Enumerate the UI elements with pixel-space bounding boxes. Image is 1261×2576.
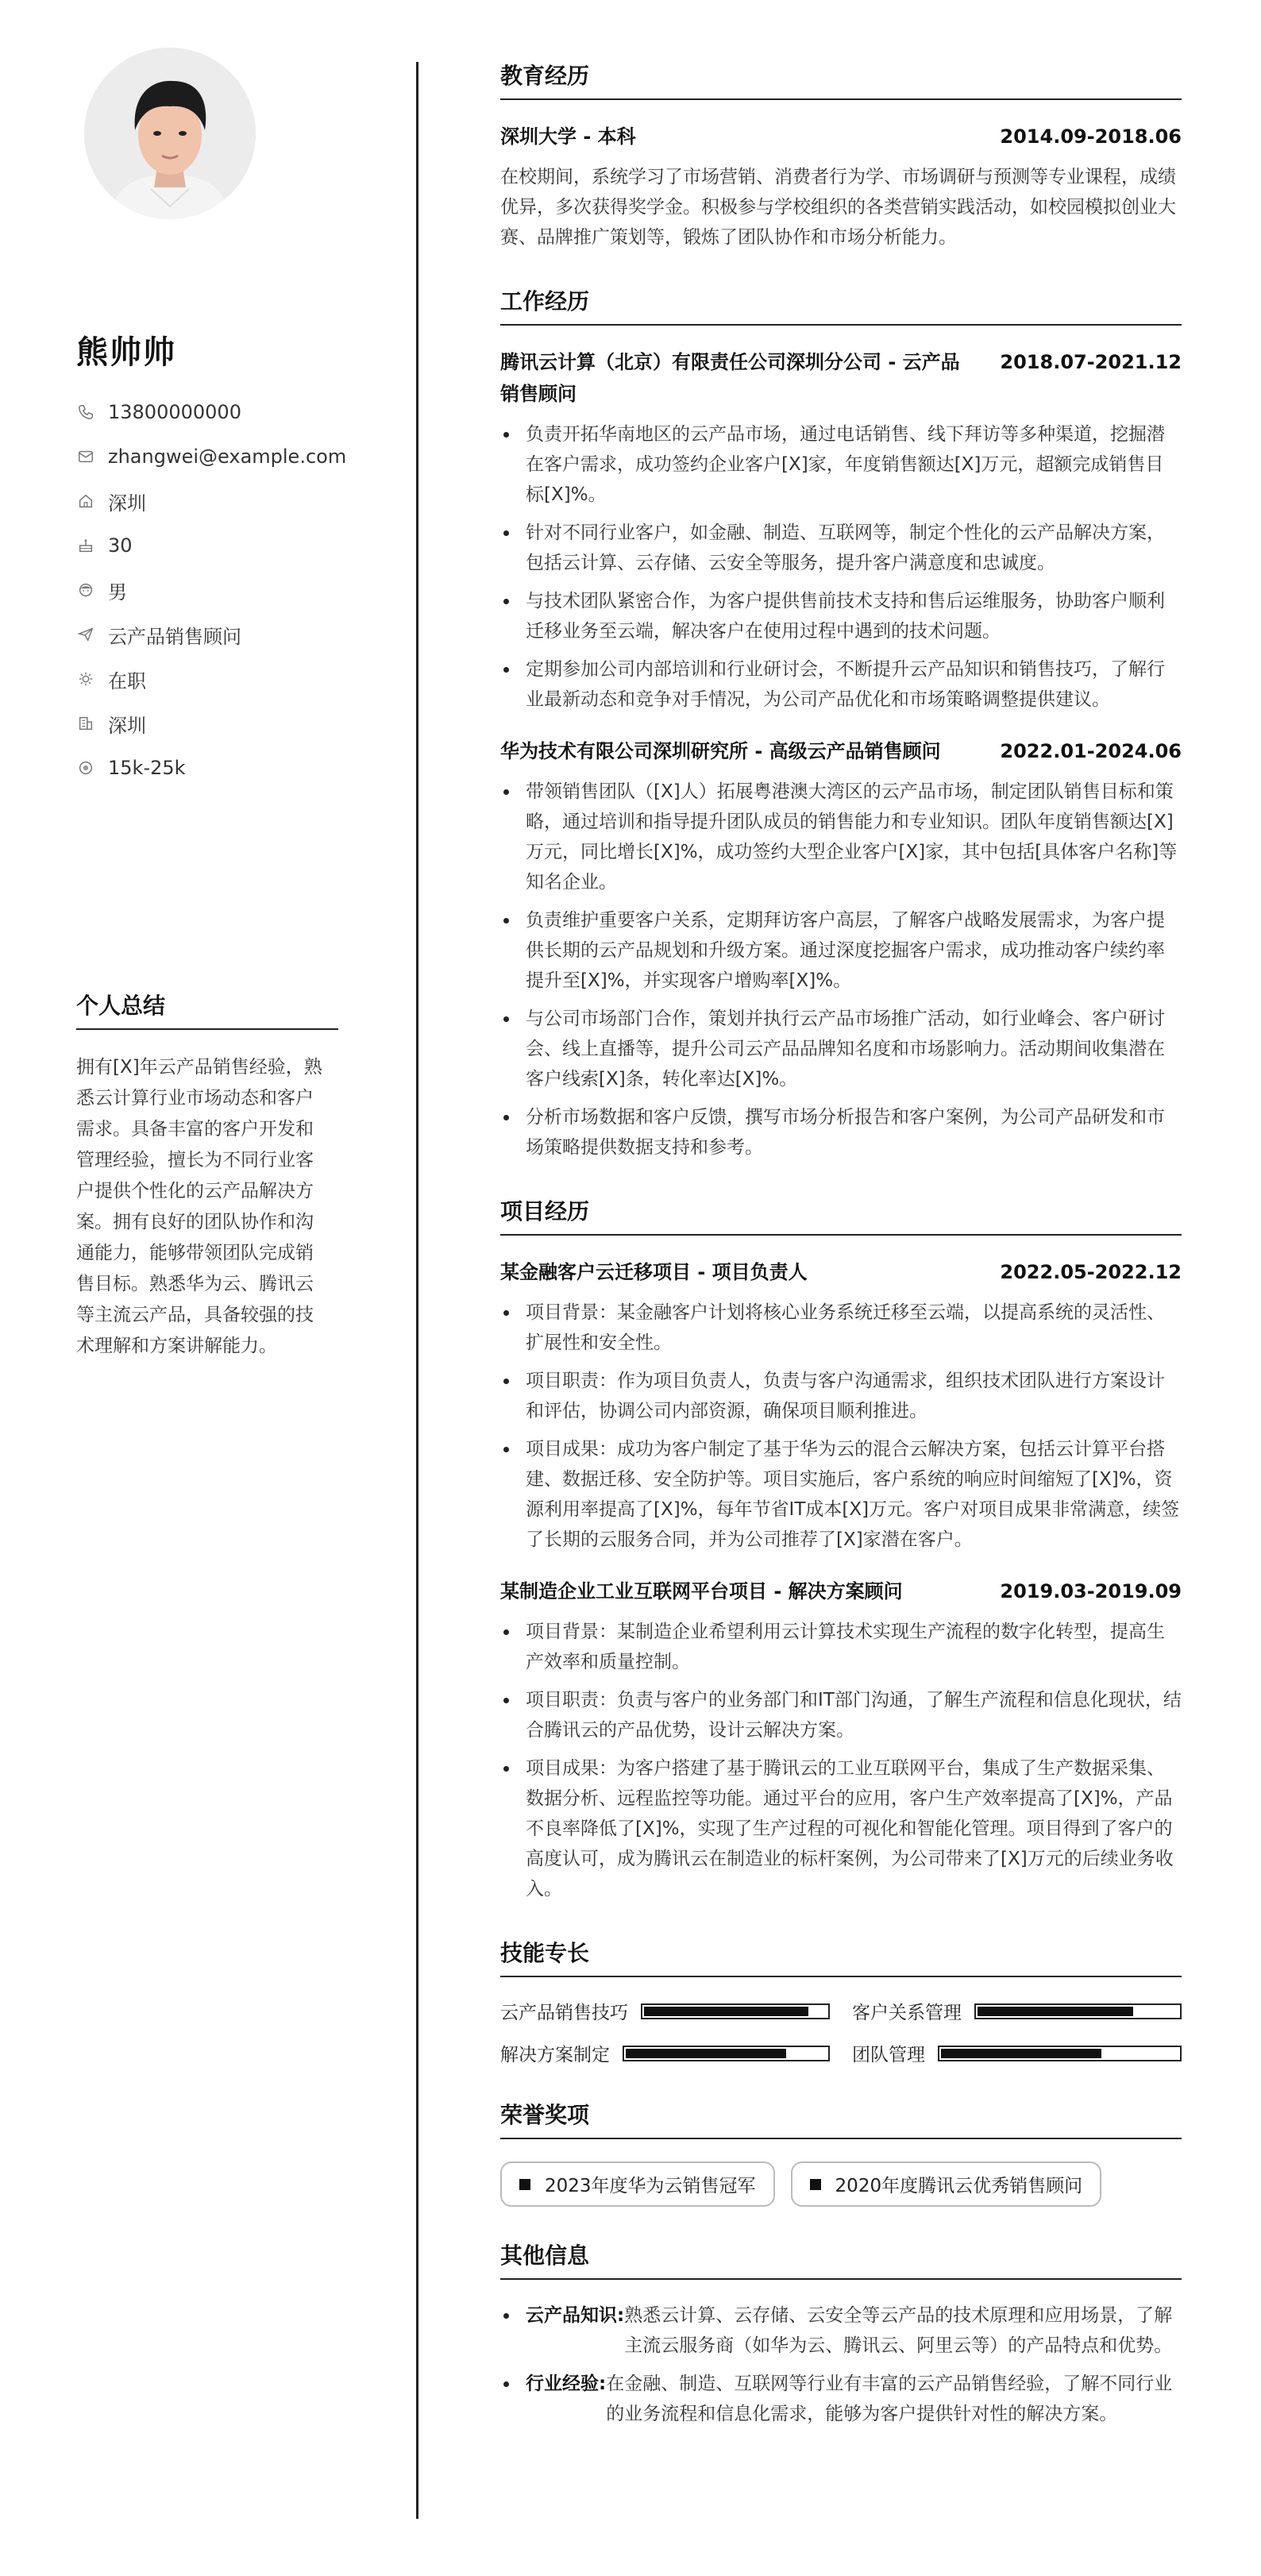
status-text: 在职 [108, 669, 146, 692]
project-title: 某制造企业工业互联网平台项目 - 解决方案顾问 [500, 1580, 903, 1602]
avatar-portrait [84, 48, 256, 219]
education-desc: 在校期间，系统学习了市场营销、消费者行为学、市场调研与预测等专业课程，成绩优异，多次获得奖学金。积极参与学校组织的各类营销实践活动，如校园模拟创业大赛、品牌推广策划等，锻炼了团队协作和市场分析能力。 [500, 167, 1176, 248]
job-bullet: 带领销售团队（[X]人）拓展粤港澳大湾区的云产品市场，制定团队销售目标和策略，通过培训和指导提升团队成员的销售能力和专业知识。团队年度销售额达[X]万元，同比增长[X]%，成功签约大型企业客户[X]家，其中包括[具体客户名称]等知名企业。 [500, 777, 1182, 897]
position-text: 云产品销售顾问 [108, 625, 241, 648]
other-list [500, 2300, 1182, 2429]
job-bullets [500, 777, 1182, 1163]
skill-fill [941, 2049, 1101, 2058]
skill-label: 解决方案制定 [500, 2045, 610, 2065]
summary-text: 拥有[X]年云产品销售经验，熟悉云计算行业市场动态和客户需求。具备丰富的客户开发和管理经验，擅长为不同行业客户提供个性化的云产品解决方案。拥有良好的团队协作和沟通能力，能够带领团队完成销售目标。熟悉华为云、腾讯云等主流云产品，具备较强的技术理解和方案讲解能力。 [76, 1057, 322, 1356]
skill-label: 云产品销售技巧 [500, 2003, 628, 2023]
education-title: 教育经历 [500, 59, 1182, 100]
job-entry [500, 346, 1182, 715]
skill-fill [644, 2007, 808, 2016]
job-bullet: 分析市场数据和客户反馈，撰写市场分析报告和客户案例，为公司产品研发和市场策略提供数据支持和参考。 [500, 1102, 1182, 1163]
project-header [500, 1575, 1182, 1607]
project-bullet: 项目职责：负责与客户的业务部门和IT部门沟通，了解生产流程和信息化现状，结合腾讯云的产品优势，设计云解决方案。 [500, 1685, 1182, 1745]
job-header [500, 346, 1182, 410]
job-bullet: 与技术团队紧密合作，为客户提供售前技术支持和售后运维服务，协助客户顺利迁移业务至云端，解决客户在使用过程中遇到的技术问题。 [500, 586, 1182, 646]
project-date: 2022.05-2022.12 [1000, 1261, 1182, 1283]
job-bullet: 负责开拓华南地区的云产品市场，通过电话销售、线下拜访等多种渠道，挖掘潜在客户需求，成功签约企业客户[X]家，年度销售额达[X]万元，超额完成销售目标[X]%。 [500, 419, 1182, 510]
education-entry [500, 121, 1182, 253]
column-divider [416, 62, 418, 2519]
project-bullets [500, 1298, 1182, 1555]
skill-item [500, 2040, 830, 2066]
info-gender [76, 568, 346, 612]
job-title: 华为技术有限公司深圳研究所 - 高级云产品销售顾问 [500, 740, 941, 762]
skill-item [852, 1998, 1182, 2024]
project-bullet: 项目背景：某金融客户计划将核心业务系统迁移至云端，以提高系统的灵活性、扩展性和安全性。 [500, 1298, 1182, 1358]
project-header [500, 1256, 1182, 1288]
info-position [76, 612, 346, 657]
skill-item [500, 1998, 830, 2024]
work-title: 工作经历 [500, 284, 1182, 326]
project-bullets [500, 1617, 1182, 1904]
main-content [500, 59, 1182, 2461]
candidate-name: 熊帅帅 [76, 334, 176, 371]
age-icon [76, 536, 95, 555]
job-header [500, 735, 1182, 767]
gender-icon [76, 580, 95, 600]
skills-title: 技能专长 [500, 1936, 1182, 1977]
summary-title: 个人总结 [76, 989, 338, 1030]
skill-bar [623, 2046, 830, 2061]
square-bullet-icon [519, 2179, 530, 2190]
info-city [76, 479, 346, 523]
project-bullet: 项目成果：为客户搭建了基于腾讯云的工业互联网平台，集成了生产数据采集、数据分析、远程监控等功能。通过平台的应用，客户生产效率提高了[X]%，产品不良率降低了[X]%，实现了生产过程的可视化和智能化管理。项目得到了客户的高度认可，成为腾讯云在制造业的标杆案例，为公司带来了[X]万元的后续业务收入。 [500, 1753, 1182, 1904]
phone-text: 13800000000 [108, 401, 241, 423]
email-text: zhangwei@example.com [108, 445, 347, 468]
salary-text: 15k-25k [108, 757, 186, 779]
job-date: 2018.07-2021.12 [1000, 351, 1182, 373]
award-tag [500, 2161, 775, 2207]
job-bullets [500, 419, 1182, 715]
info-salary [76, 746, 346, 790]
skill-label: 客户关系管理 [852, 2003, 962, 2023]
awards-list [500, 2161, 1182, 2207]
award-text: 2023年度华为云销售冠军 [545, 2176, 756, 2196]
info-status [76, 657, 346, 701]
avatar [84, 48, 256, 219]
job-bullet: 针对不同行业客户，如金融、制造、互联网等，制定个性化的云产品解决方案，包括云计算、云存储、云安全等服务，提升客户满意度和忠诚度。 [500, 518, 1182, 578]
other-title: 其他信息 [500, 2239, 1182, 2280]
other-key: 行业经验: [526, 2374, 607, 2394]
status-icon [76, 669, 95, 688]
project-entry [500, 1256, 1182, 1555]
job-entry [500, 735, 1182, 1163]
project-title: 某金融客户云迁移项目 - 项目负责人 [500, 1261, 808, 1283]
job-bullet: 定期参加公司内部培训和行业研讨会，不断提升云产品知识和销售技巧，了解行业最新动态和竞争对手情况，为公司产品优化和市场策略调整提供建议。 [500, 654, 1182, 715]
education-date: 2014.09-2018.06 [1000, 125, 1182, 148]
job-bullet: 负责维护重要客户关系，定期拜访客户高层，了解客户战略发展需求，为客户提供长期的云产品规划和升级方案。通过深度挖掘客户需求，成功推动客户续约率提升至[X]%，并实现客户增购率[X]%。 [500, 905, 1182, 996]
skill-bar [641, 2003, 830, 2019]
other-section [500, 2239, 1182, 2429]
building-icon [76, 714, 95, 733]
gender-text: 男 [108, 580, 127, 604]
skill-label: 团队管理 [852, 2045, 925, 2065]
home-icon [76, 492, 95, 511]
awards-title: 荣誉奖项 [500, 2098, 1182, 2139]
skill-fill [626, 2049, 786, 2058]
project-bullet: 项目职责：作为项目负责人，负责与客户沟通需求，组织技术团队进行方案设计和评估，协调公司内部资源，确保项目顺利推进。 [500, 1366, 1182, 1426]
other-item [500, 2369, 1182, 2429]
other-value: 在金融、制造、互联网等行业有丰富的云产品销售经验，了解不同行业的业务流程和信息化需求，能够为客户提供针对性的解决方案。 [606, 2374, 1173, 2424]
award-text: 2020年度腾讯云优秀销售顾问 [835, 2176, 1083, 2196]
info-phone [76, 390, 346, 434]
contact-info-list [76, 390, 346, 790]
school-name: 深圳大学 - 本科 [500, 125, 636, 148]
send-icon [76, 625, 95, 644]
education-header [500, 121, 1182, 152]
info-age [76, 523, 346, 568]
projects-title: 项目经历 [500, 1194, 1182, 1236]
phone-icon [76, 403, 95, 422]
other-item [500, 2300, 1182, 2361]
project-bullet: 项目成果：成功为客户制定了基于华为云的混合云解决方案，包括云计算平台搭建、数据迁移、安全防护等。项目实施后，客户系统的响应时间缩短了[X]%，资源利用率提高了[X]%，每年节省IT成本[X]万元。客户对项目成果非常满意，续签了长期的云服务合同，并为公司推荐了[X]家潜在客户。 [500, 1434, 1182, 1555]
other-value: 熟悉云计算、云存储、云安全等云产品的技术原理和应用场景，了解主流云服务商（如华为云、腾讯云、阿里云等）的产品特点和优势。 [624, 2305, 1173, 2356]
skills-section [500, 1936, 1182, 2066]
skill-fill [978, 2007, 1133, 2016]
square-bullet-icon [810, 2179, 821, 2190]
skill-bar [938, 2046, 1182, 2061]
skills-grid [500, 1998, 1182, 2066]
project-entry [500, 1575, 1182, 1904]
projects-section [500, 1194, 1182, 1904]
work-section [500, 284, 1182, 1163]
awards-section [500, 2098, 1182, 2207]
skill-bar [974, 2003, 1182, 2019]
info-work-city [76, 701, 346, 746]
salary-icon [76, 758, 95, 777]
info-email [76, 434, 346, 479]
job-title: 腾讯云计算（北京）有限责任公司深圳分公司 - 云产品销售顾问 [500, 351, 960, 405]
project-date: 2019.03-2019.09 [1000, 1580, 1182, 1602]
age-text: 30 [108, 534, 133, 557]
award-tag [791, 2161, 1102, 2207]
project-bullet: 项目背景：某制造企业希望利用云计算技术实现生产流程的数字化转型，提高生产效率和质量控制。 [500, 1617, 1182, 1677]
city-text: 深圳 [108, 492, 146, 515]
skill-item [852, 2040, 1182, 2066]
email-icon [76, 447, 95, 466]
job-date: 2022.01-2024.06 [1000, 740, 1182, 762]
work-city-text: 深圳 [108, 714, 146, 737]
education-section [500, 59, 1182, 253]
sidebar [76, 48, 346, 1362]
other-key: 云产品知识: [526, 2305, 625, 2326]
job-bullet: 与公司市场部门合作，策划并执行云产品市场推广活动，如行业峰会、客户研讨会、线上直播等，提升公司云产品品牌知名度和市场影响力。活动期间收集潜在客户线索[X]条，转化率达[X]%。 [500, 1004, 1182, 1094]
